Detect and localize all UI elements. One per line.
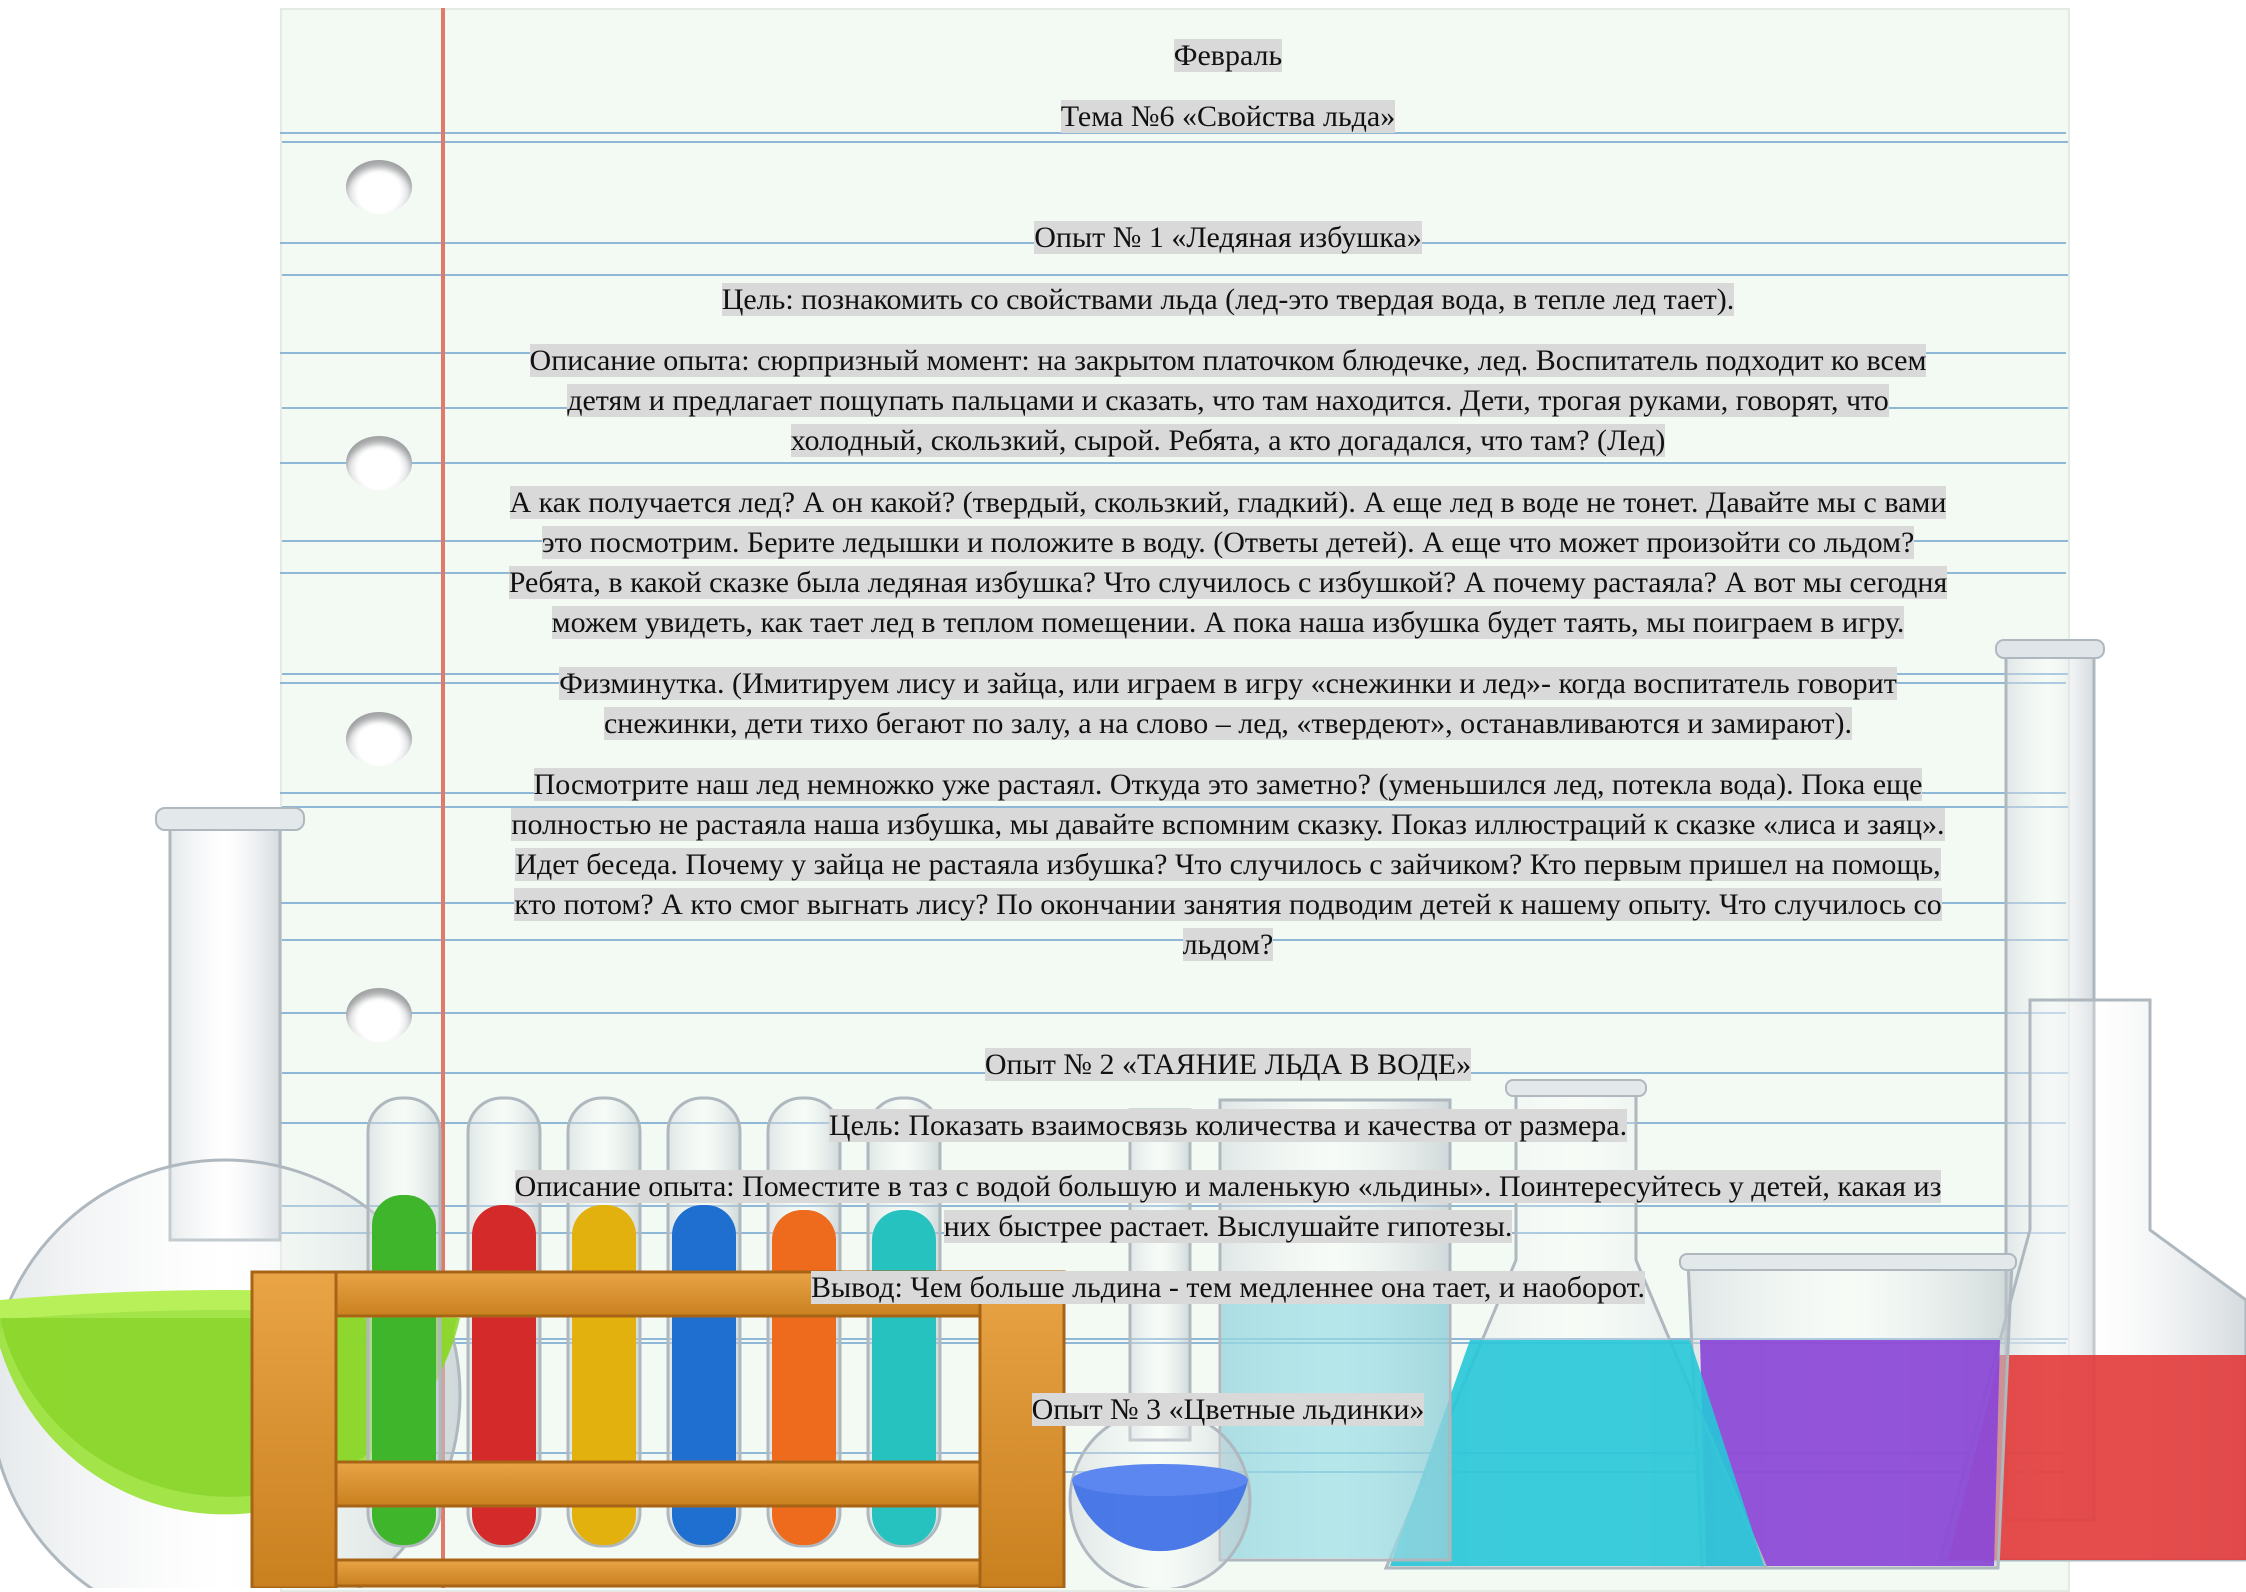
experiment1-description-line: детям и предлагает пощупать пальцами и сказать, что там находится. Дети, трогая руками, говорят, что — [567, 384, 1889, 417]
experiment3-title: Опыт № 3 «Цветные льдинки» — [1031, 1393, 1425, 1426]
paragraph4-line: Идет беседа. Почему у зайца не растаяла избушка? Что случилось с зайчиком? Кто первым пришел на помощь, — [515, 848, 1941, 881]
paragraph2-line: это посмотрим. Берите ледышки и положите в воду. (Ответы детей). А еще что может произойти со льдом? — [541, 526, 1915, 559]
paragraph2-line: А как получается лед? А он какой? (твердый, скользкий, гладкий). А еще лед в воде не тонет. Давайте мы с вами — [509, 486, 1947, 519]
experiment1-title: Опыт № 1 «Ледяная избушка» — [1034, 221, 1422, 254]
paragraph3-line: Физминутка. (Имитируем лису и зайца, или играем в игру «снежинки и лед»- когда воспитатель говорит — [559, 667, 1897, 700]
experiment2-goal: Цель: Показать взаимосвязь количества и качества от размера. — [828, 1109, 1628, 1142]
paragraph3-line: снежинки, дети тихо бегают по залу, а на слово – лед, «твердеют», останавливаются и замирают). — [603, 707, 1853, 740]
experiment1-goal: Цель: познакомить со свойствами льда (лед-это твердая вода, в тепле лед тает). — [721, 283, 1735, 316]
paragraph2-line: Ребята, в какой сказке была ледяная избушка? Что случилось с избушкой? А почему растаяла? А вот мы сегодня — [508, 566, 1948, 599]
paragraph4-line: полностью не растаяла наша избушка, мы давайте вспомним сказку. Показ иллюстраций к сказке «лиса и заяц». — [511, 808, 1945, 841]
document-topic: Тема №6 «Свойства льда» — [1060, 100, 1396, 133]
experiment1-description-line: холодный, скользкий, сырой. Ребята, а кто догадался, что там? (Лед) — [790, 424, 1666, 457]
paragraph4-line: Посмотрите наш лед немножко уже растаял. Откуда это заметно? (уменьшился лед, потекла вода). Пока еще — [533, 768, 1923, 801]
document-month: Февраль — [1173, 39, 1283, 72]
paragraph4-line: льдом? — [1182, 928, 1274, 961]
experiment2-title: Опыт № 2 «ТАЯНИЕ ЛЬДА В ВОДЕ» — [984, 1048, 1472, 1081]
paragraph4-line: кто потом? А кто смог выгнать лису? По окончании занятия подводим детей к нашему опыту. Что случилось со — [514, 888, 1942, 921]
paragraph2-line: можем увидеть, как тает лед в теплом помещении. А пока наша избушка будет таять, мы поиграем в игру. — [551, 606, 1905, 639]
experiment1-description-line: Описание опыта: сюрпризный момент: на закрытом платочком блюдечке, лед. Воспитатель подходит ко всем — [529, 344, 1927, 377]
experiment2-conclusion: Вывод: Чем больше льдина - тем медленнее она тает, и наоборот. — [810, 1271, 1645, 1304]
experiment2-description-line: них быстрее растает. Выслушайте гипотезы. — [943, 1210, 1513, 1243]
experiment2-description-line: Описание опыта: Поместите в таз с водой большую и маленькую «льдины». Поинтересуйтесь у детей, какая из — [514, 1170, 1942, 1203]
rack-bar — [336, 1462, 980, 1506]
